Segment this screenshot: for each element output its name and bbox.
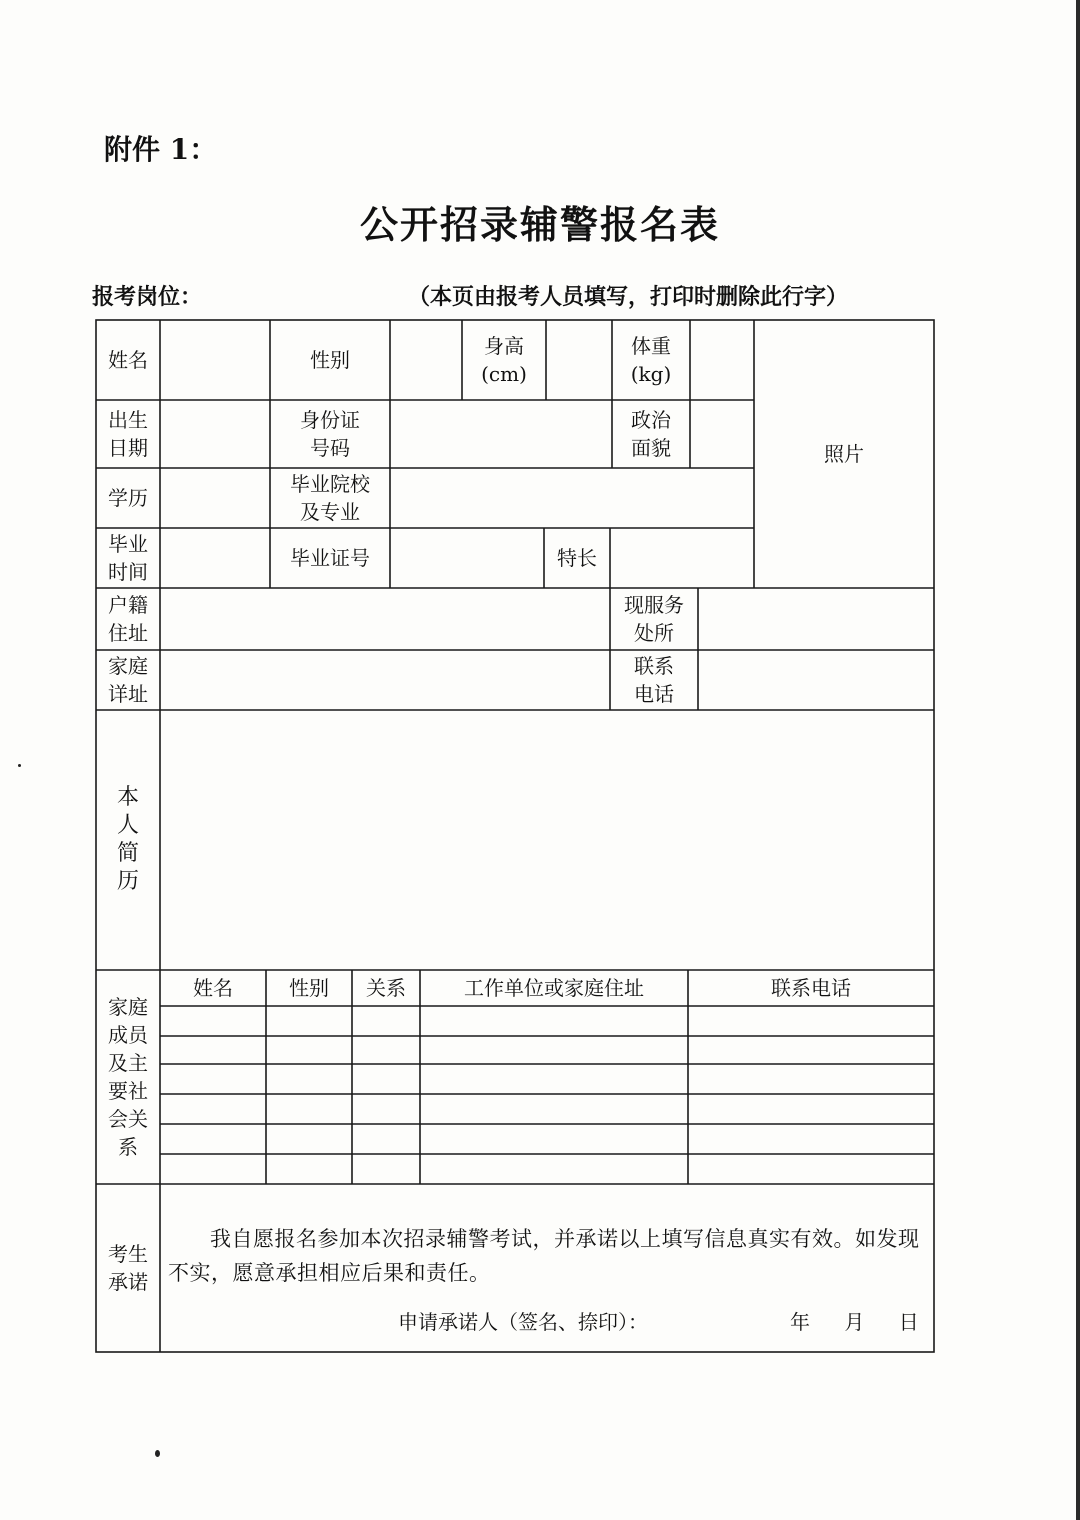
scan-speck xyxy=(18,764,21,767)
label-workplace xyxy=(610,588,698,650)
label-height-text: 身高 (cm) xyxy=(481,334,527,386)
table-row[interactable] xyxy=(160,1036,934,1064)
label-workplace-text: 现服务 处所 xyxy=(624,593,684,645)
photo-label: 照片 xyxy=(824,442,864,466)
input-hukou[interactable] xyxy=(160,588,610,650)
input-birth[interactable] xyxy=(160,400,270,468)
input-resume[interactable] xyxy=(160,710,934,970)
label-resume xyxy=(96,710,160,970)
label-political xyxy=(612,400,690,468)
label-hukou-text: 户籍 住址 xyxy=(108,593,148,645)
family-header-gender xyxy=(266,970,352,1006)
date-label: 年 月 日 xyxy=(790,1310,919,1334)
input-political[interactable] xyxy=(690,400,754,468)
label-school xyxy=(270,468,390,528)
label-height xyxy=(462,320,546,400)
label-specialty xyxy=(544,528,610,588)
label-political-text: 政治 面貌 xyxy=(631,408,671,460)
input-gender[interactable] xyxy=(390,320,462,400)
attachment-label: 附件 1： xyxy=(104,133,218,166)
family-header-name xyxy=(160,970,266,1006)
label-resume-text: 本 人 简 历 xyxy=(116,785,139,894)
input-id-number[interactable] xyxy=(390,400,612,468)
post-label: 报考岗位： xyxy=(92,284,203,310)
label-grad-time xyxy=(96,528,160,588)
photo-box[interactable] xyxy=(754,320,934,588)
label-specialty-text: 特长 xyxy=(557,546,597,570)
input-name[interactable] xyxy=(160,320,270,400)
label-education-text: 学历 xyxy=(108,486,148,510)
signer-label: 申请承诺人（签名、捺印）： xyxy=(398,1310,648,1334)
family-header-phone-text: 联系电话 xyxy=(771,976,851,1000)
table-row[interactable] xyxy=(160,1154,934,1184)
label-gender-text: 性别 xyxy=(310,348,350,372)
input-height[interactable] xyxy=(546,320,612,400)
label-family-text: 家庭 成员 及主 要社 会关 系 xyxy=(108,995,148,1159)
input-education[interactable] xyxy=(160,468,270,528)
label-name-text: 姓名 xyxy=(108,348,148,372)
input-phone[interactable] xyxy=(698,650,934,710)
page-title: 公开招录辅警报名表 xyxy=(359,202,720,247)
label-phone-text: 联系 电话 xyxy=(634,654,674,706)
label-id-number xyxy=(270,400,390,468)
label-weight-text: 体重 (kg) xyxy=(630,334,672,386)
fill-note: （本页由报考人员填写，打印时删除此行字） xyxy=(408,284,849,310)
input-weight[interactable] xyxy=(690,320,754,400)
input-specialty[interactable] xyxy=(610,528,754,588)
scan-speck xyxy=(155,1450,160,1457)
label-id-number-text: 身份证 号码 xyxy=(300,408,360,460)
input-school[interactable] xyxy=(390,468,754,528)
label-grad-time-text: 毕业 时间 xyxy=(108,532,148,584)
label-weight xyxy=(612,320,690,400)
label-birth xyxy=(96,400,160,468)
table-row[interactable] xyxy=(160,1094,934,1124)
label-pledge-text: 考生 承诺 xyxy=(108,1242,148,1294)
family-header-relation xyxy=(352,970,420,1006)
family-header-relation-text: 关系 xyxy=(366,976,406,1000)
input-home[interactable] xyxy=(160,650,610,710)
label-name xyxy=(96,320,160,400)
pledge-text: 我自愿报名参加本次招录辅警考试，并承诺以上填写信息真实有效。如发现不实，愿意承担相应后果和责任。 xyxy=(168,1227,920,1285)
label-school-text: 毕业院校 及专业 xyxy=(290,472,370,524)
input-grad-time[interactable] xyxy=(160,528,270,588)
label-birth-text: 出生 日期 xyxy=(108,408,148,460)
input-workplace[interactable] xyxy=(698,588,934,650)
label-cert-no xyxy=(270,528,390,588)
family-header-gender-text: 性别 xyxy=(289,976,329,1000)
family-header-phone xyxy=(688,970,934,1006)
label-cert-no-text: 毕业证号 xyxy=(290,546,370,570)
label-home-text: 家庭 详址 xyxy=(108,654,148,706)
table-row[interactable] xyxy=(160,1006,934,1036)
label-education xyxy=(96,468,160,528)
label-family xyxy=(96,970,160,1184)
family-header-address-text: 工作单位或家庭住址 xyxy=(464,976,644,1000)
label-hukou xyxy=(96,588,160,650)
label-pledge xyxy=(96,1184,160,1352)
table-row[interactable] xyxy=(160,1064,934,1094)
family-header-address xyxy=(420,970,688,1006)
label-home xyxy=(96,650,160,710)
input-cert-no[interactable] xyxy=(390,528,544,588)
label-phone xyxy=(610,650,698,710)
label-gender xyxy=(270,320,390,400)
table-row[interactable] xyxy=(160,1124,934,1154)
family-header-name-text: 姓名 xyxy=(193,976,233,1000)
